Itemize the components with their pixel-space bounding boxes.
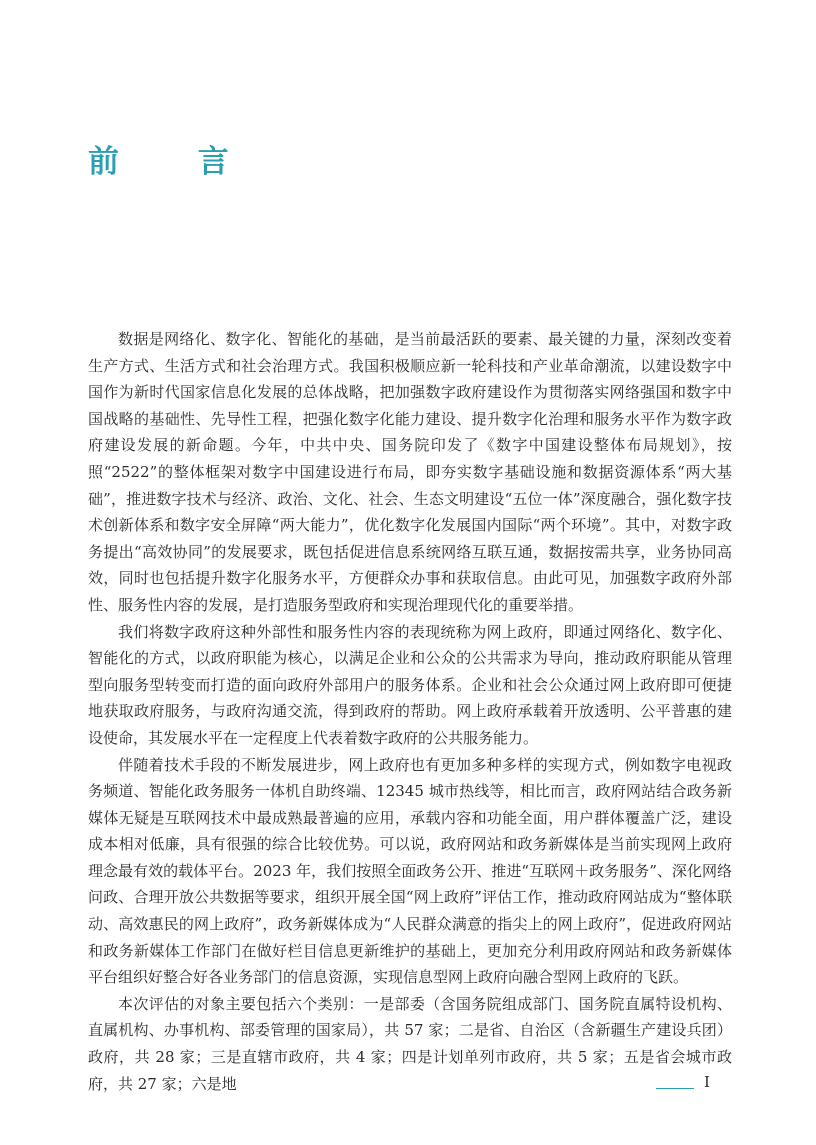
body-text (88, 326, 732, 1097)
footer-rule (656, 1088, 694, 1089)
paragraph-3: 伴随着技术手段的不断发展进步，网上政府也有更加多种多样的实现方式，例如数字电视政务频道、智能化政务服务一体机自助终端、12345 城市热线等，相比而言，政府网站结合政务新媒体无疑是互联网技术中最成熟最普遍的应用，承载内容和功能全面，用户群体覆盖广泛，建设成本相对低廉，具有很强的综合比较优势。可以说，政府网站和政务新媒体是当前实现网上政府理念最有效的载体平台。2023 年，我们按照全面政务公开、推进“互联网＋政务服务”、深化网络问政、合理开放公共数据等要求，组织开展全国“网上政府”评估工作，推动政府网站成为“整体联动、高效惠民的网上政府”，政务新媒体成为“人民群众满意的指尖上的网上政府”，促进政府网站和政务新媒体工作部门在做好栏目信息更新维护的基础上，更加充分利用政府网站和政务新媒体平台组织好整合好各业务部门的信息资源，实现信息型网上政府向融合型网上政府的飞跃。 (88, 755, 732, 987)
paragraph-1: 数据是网络化、数字化、智能化的基础，是当前最活跃的要素、最关键的力量，深刻改变着生产方式、生活方式和社会治理方式。我国积极顺应新一轮科技和产业革命潮流，以建设数字中国作为新时代国家信息化发展的总体战略，把加强数字政府建设作为贯彻落实网络强国和数字中国战略的基础性、先导性工程，把强化数字化能力建设、提升数字化治理和服务水平作为数字政府建设发展的新命题。今年，中共中央、国务院印发了《数字中国建设整体布局规划》，按照“2522”的整体框架对数字中国建设进行布局，即夯实数字基础设施和数据资源体系“两大基础”，推进数字技术与经济、政治、文化、社会、生态文明建设“五位一体”深度融合，强化数字技术创新体系和数字安全屏障“两大能力”，优化数字化发展国内国际“两个环境”。其中，对数字政务提出“高效协同”的发展要求，既包括促进信息系统网络互联互通，数据按需共享，业务协同高效，同时也包括提升数字化服务水平，方便群众办事和获取信息。由此可见，加强数字政府外部性、服务性内容的发展，是打造服务型政府和实现治理现代化的重要举措。 (88, 330, 732, 614)
paragraph-2: 我们将数字政府这种外部性和服务性内容的表现统称为网上政府，即通过网络化、数字化、智能化的方式，以政府职能为核心，以满足企业和公众的公共需求为导向，推动政府职能从管理型向服务型转变而打造的面向政府外部用户的服务体系。企业和社会公众通过网上政府即可便捷地获取政府服务，与政府沟通交流，得到政府的帮助。网上政府承载着开放透明、公平普惠的建设使命，其发展水平在一定程度上代表着数字政府的公共服务能力。 (88, 622, 732, 747)
paragraph-4: 本次评估的对象主要包括六个类别：一是部委（含国务院组成部门、国务院直属特设机构、直属机构、办事机构、部委管理的国家局），共 57 家；二是省、自治区（含新疆生产建设兵团）政府，共 28 家；三是直辖市政府，共 4 家；四是计划单列市政府，共 5 家；五是省会城市政府，共 27 家；六是地 (88, 994, 732, 1093)
page-title: 前 言 (88, 144, 263, 180)
page-number: I (704, 1073, 710, 1091)
